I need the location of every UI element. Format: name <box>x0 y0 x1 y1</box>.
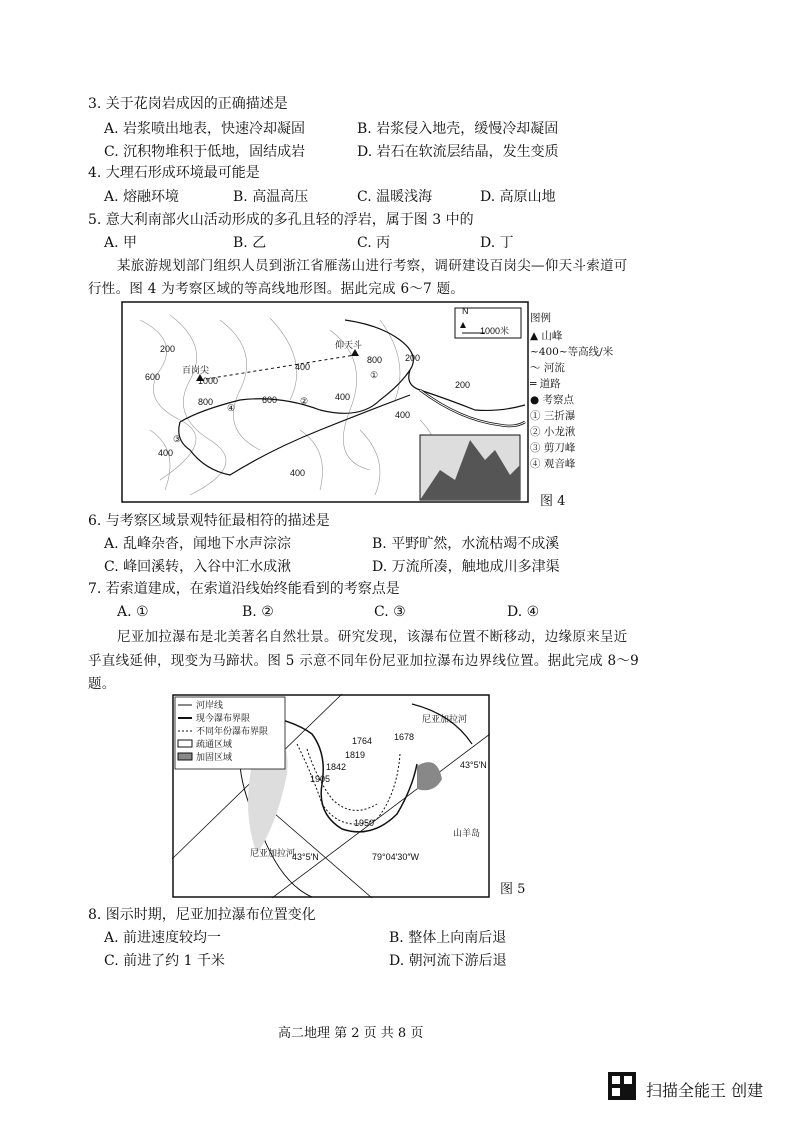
q3-option-b: B. 岩浆侵入地壳，缓慢冷却凝固 <box>357 121 559 137</box>
legend-peak: ▲ 山峰 <box>530 330 563 342</box>
site-4: ④ <box>227 403 236 413</box>
contour-label: 400 <box>335 392 351 402</box>
q4-option-d: D. 高原山地 <box>480 189 556 205</box>
intro-8-9-line2: 乎直线延伸，现变为马蹄状。图 5 示意不同年份尼亚加拉瀑布边界线位置。据此完成 8～9 <box>88 653 640 669</box>
figure4-scale: 1000米 <box>480 326 510 336</box>
figure4-caption: 图 4 <box>540 494 566 509</box>
f5-legend-dredged: 疏通区域 <box>196 739 233 749</box>
f5-legend-reinforced: 加固区域 <box>196 752 233 762</box>
contour-label: 400 <box>158 448 174 458</box>
legend-3: ③ 剪刀峰 <box>530 442 576 454</box>
q3-option-d: D. 岩石在软流层结晶，发生变质 <box>357 144 559 160</box>
f5-place-goat-island: 山羊岛 <box>453 828 481 838</box>
q4-stem: 4. 大理石形成环境最可能是 <box>88 165 260 181</box>
peak-label-yangtiandou: 仰天斗 <box>335 340 363 350</box>
q5-stem: 5. 意大利南部火山活动形成的多孔且轻的浮岩，属于图 3 中的 <box>88 212 474 228</box>
legend-4: ④ 观音峰 <box>530 458 576 470</box>
legend-site: ● 考察点 <box>530 394 575 406</box>
year-1950: 1950 <box>354 818 375 828</box>
q3-stem: 3. 关于花岗岩成因的正确描述是 <box>88 96 288 112</box>
intro-8-9-line1: 尼亚加拉瀑布是北美著名自然壮景。研究发现，该瀑布位置不断移动，边缘原来呈近 <box>117 629 628 645</box>
q3-option-c: C. 沉积物堆积于低地，固结成岩 <box>104 144 306 160</box>
figure5-caption: 图 5 <box>500 882 526 897</box>
q6-stem: 6. 与考察区域景观特征最相符的描述是 <box>88 513 330 529</box>
q7-option-d: D. ④ <box>507 604 540 620</box>
legend-1: ① 三折瀑 <box>530 410 576 422</box>
q7-stem: 7. 若索道建成，在索道沿线始终能看到的考察点是 <box>88 581 400 597</box>
q6-option-d: D. 万流所凑，触地成川多津渠 <box>372 559 560 575</box>
peak-label-baigangjian: 百岗尖 <box>182 365 210 375</box>
contour-label: 400 <box>395 410 411 420</box>
f5-legend-historic: 不同年份瀑布界限 <box>196 726 269 736</box>
coord-lat-2: 43°5′N <box>292 852 319 862</box>
contour-label: 200 <box>455 380 471 390</box>
q8-option-b: B. 整体上向南后退 <box>389 930 507 946</box>
figure4-map <box>120 300 530 505</box>
q5-option-b: B. 乙 <box>233 235 267 251</box>
f5-legend-bank: 河岸线 <box>196 700 224 710</box>
contour-label: 200 <box>405 353 421 363</box>
legend-title: 图例 <box>530 312 551 324</box>
river-icon: ～ <box>530 362 541 374</box>
f5-legend-current: 现今瀑布界限 <box>196 713 251 723</box>
site-2: ② <box>300 396 309 406</box>
contour-label: 400 <box>290 468 306 478</box>
q7-option-c: C. ③ <box>374 604 406 620</box>
contour-label: 800 <box>198 397 214 407</box>
coord-lon: 79°04′30″W <box>372 852 419 862</box>
page-footer: 高二地理 第 2 页 共 8 页 <box>278 1026 424 1041</box>
year-1764: 1764 <box>352 736 373 746</box>
q5-option-c: C. 丙 <box>357 235 391 251</box>
contour-label: 800 <box>367 355 383 365</box>
legend-road: ═ 道路 <box>530 378 561 390</box>
intro-6-7-line2: 行性。图 4 为考察区域的等高线地形图。据此完成 6～7 题。 <box>88 281 465 297</box>
q8-option-d: D. 朝河流下游后退 <box>389 953 507 969</box>
site-3: ③ <box>173 434 182 444</box>
peak-icon: ▲ <box>530 330 539 342</box>
qr-code-icon <box>608 1072 636 1100</box>
year-1905: 1905 <box>310 774 331 784</box>
q4-option-b: B. 高温高压 <box>233 189 309 205</box>
scanner-watermark: 扫描全能王 创建 <box>646 1081 764 1100</box>
q7-option-b: B. ② <box>242 604 274 620</box>
dot-icon: ● <box>530 394 540 406</box>
q6-option-c: C. 峰回溪转，入谷中汇水成湫 <box>104 559 292 575</box>
f5-place-niagara-river-2: 尼亚加拉河 <box>250 848 296 858</box>
site-1: ① <box>370 370 379 380</box>
contour-label: 400 <box>295 362 311 372</box>
road-icon: ═ <box>530 378 537 390</box>
q5-option-a: A. 甲 <box>104 235 138 251</box>
legend-contour: ~400~等高线/米 <box>530 346 614 358</box>
q6-option-a: A. 乱峰杂沓，闻地下水声淙淙 <box>104 536 292 552</box>
q7-option-a: A. ① <box>117 604 149 620</box>
contour-label: 200 <box>160 344 176 354</box>
f5-place-niagara-river-1: 尼亚加拉河 <box>422 714 468 724</box>
contour-line-icon: ~ <box>530 346 539 358</box>
q5-option-d: D. 丁 <box>480 235 514 251</box>
intro-8-9-line3: 题。 <box>88 676 116 692</box>
q6-option-b: B. 平野旷然，水流枯竭不成溪 <box>372 536 560 552</box>
q8-stem: 8. 图示时期，尼亚加拉瀑布位置变化 <box>88 907 316 923</box>
year-1842: 1842 <box>326 762 347 772</box>
figure4-north: N <box>462 306 469 316</box>
contour-label: 1000 <box>198 376 219 386</box>
q8-option-a: A. 前进速度较均一 <box>104 930 222 946</box>
coord-lat-1: 43°5′N <box>460 760 487 770</box>
year-1819: 1819 <box>345 750 366 760</box>
q3-option-a: A. 岩浆喷出地表，快速冷却凝固 <box>104 121 306 137</box>
q4-option-a: A. 熔融环境 <box>104 189 180 205</box>
q8-option-c: C. 前进了约 1 千米 <box>104 953 225 969</box>
contour-label: 600 <box>145 372 161 382</box>
q4-option-c: C. 温暖浅海 <box>357 189 433 205</box>
year-1678: 1678 <box>394 732 415 742</box>
legend-2: ② 小龙湫 <box>530 426 576 438</box>
contour-label: 600 <box>262 395 278 405</box>
legend-river: ～ 河流 <box>530 362 565 374</box>
intro-6-7-line1: 某旅游规划部门组织人员到浙江省雁荡山进行考察，调研建设百岗尖—仰天斗索道可 <box>117 258 628 274</box>
